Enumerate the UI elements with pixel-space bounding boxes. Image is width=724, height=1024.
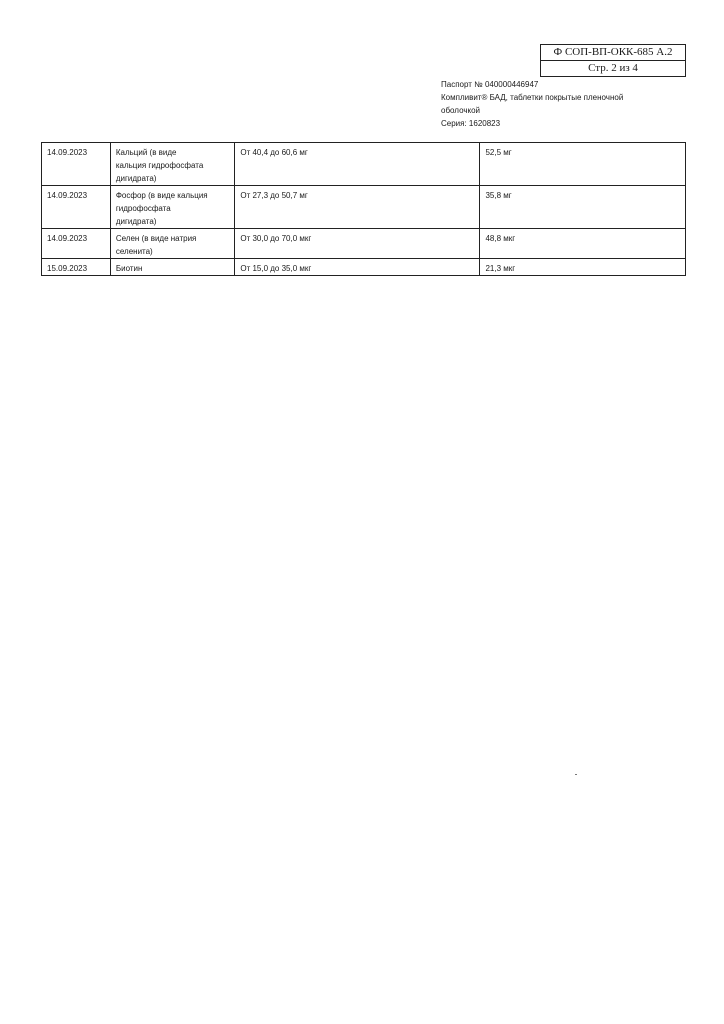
indicator-name-line: гидрофосфата bbox=[115, 204, 171, 213]
norm-cell: От 40,4 до 60,6 мг bbox=[235, 143, 480, 186]
form-code-box bbox=[540, 44, 686, 77]
indicator-name-line: Фосфор (в виде кальция bbox=[115, 191, 208, 200]
indicator-name-line: дигидрата) bbox=[115, 174, 157, 183]
table-row bbox=[42, 186, 686, 229]
indicator-name-line: дигидрата) bbox=[115, 217, 157, 226]
results-table-body bbox=[42, 143, 686, 276]
passport-number: Паспорт № 040000446947 bbox=[441, 80, 539, 89]
indicator-name-line: Кальций (в виде bbox=[115, 148, 177, 157]
indicator-name-cell bbox=[110, 186, 235, 229]
form-code: Ф СОП-ВП-ОКК-685 А.2 bbox=[541, 45, 685, 61]
result-value-cell: 35,8 мг bbox=[480, 186, 686, 229]
passport-header bbox=[441, 78, 661, 130]
test-date-cell: 14.09.2023 bbox=[42, 143, 111, 186]
product-name-line-2: оболочкой bbox=[441, 106, 481, 115]
page-number: Стр. 2 из 4 bbox=[588, 62, 638, 74]
norm-cell: От 15,0 до 35,0 мкг bbox=[235, 259, 480, 276]
results-table bbox=[41, 142, 686, 276]
indicator-name-cell bbox=[110, 143, 235, 186]
table-row bbox=[42, 259, 686, 276]
indicator-name-line: Биотин bbox=[115, 264, 143, 273]
indicator-name-line: Селен (в виде натрия bbox=[115, 234, 197, 243]
test-date-cell: 14.09.2023 bbox=[42, 229, 111, 259]
norm-cell: От 30,0 до 70,0 мкг bbox=[235, 229, 480, 259]
indicator-name-line: кальция гидрофосфата bbox=[115, 161, 204, 170]
indicator-name-cell bbox=[110, 259, 235, 276]
result-value-cell: 52,5 мг bbox=[480, 143, 686, 186]
test-date-cell: 14.09.2023 bbox=[42, 186, 111, 229]
scan-speck bbox=[575, 774, 577, 775]
table-row bbox=[42, 229, 686, 259]
test-date-cell: 15.09.2023 bbox=[42, 259, 111, 276]
norm-cell: От 27,3 до 50,7 мг bbox=[235, 186, 480, 229]
indicator-name-cell bbox=[110, 229, 235, 259]
series-number: Серия: 1620823 bbox=[441, 119, 501, 128]
indicator-name-line: селенита) bbox=[115, 247, 153, 256]
result-value-cell: 48,8 мкг bbox=[480, 229, 686, 259]
product-name-line-1: Компливит® БАД, таблетки покрытые пленочной bbox=[441, 93, 624, 102]
result-value-cell: 21,3 мкг bbox=[480, 259, 686, 276]
table-row bbox=[42, 143, 686, 186]
